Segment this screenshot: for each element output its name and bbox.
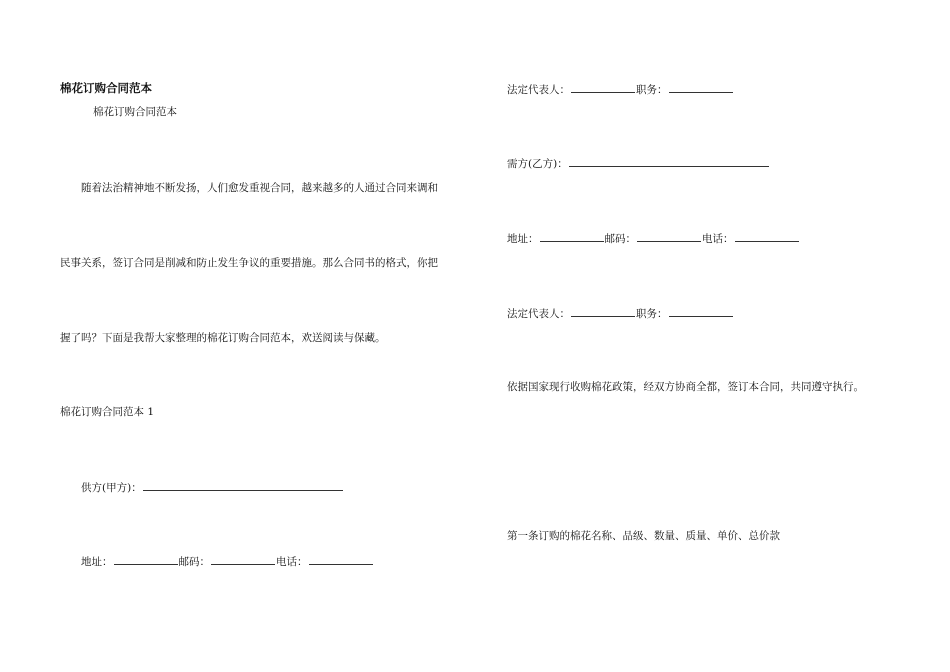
address-blank (114, 554, 178, 565)
postcode-blank (637, 231, 701, 242)
supplier-blank (143, 480, 343, 491)
address-blank (540, 231, 604, 242)
sample-heading: 棉花订购合同范本 1 (60, 406, 155, 418)
intro-line-3: 握了吗？下面是我帮大家整理的棉花订购合同范本，欢送阅读与保藏。 (60, 332, 386, 344)
position-blank (669, 306, 733, 317)
postcode-label: 邮码： (604, 233, 636, 245)
intro-line-1: 随着法治精神地不断发扬，人们愈发重视合同，越来越多的人通过合同来调和 (81, 182, 438, 194)
supplier-legal-rep-line (507, 82, 734, 97)
postcode-label: 邮码： (178, 556, 210, 568)
position-blank (669, 82, 733, 93)
position-label: 职务： (636, 84, 668, 96)
buyer-line (507, 156, 770, 171)
legal-rep-blank (571, 82, 635, 93)
legal-rep-label: 法定代表人： (507, 84, 570, 96)
phone-label: 电话： (276, 556, 308, 568)
position-label: 职务： (636, 308, 668, 320)
phone-blank (309, 554, 373, 565)
buyer-address-line (507, 231, 800, 246)
basis-text: 依据国家现行收购棉花政策，经双方协商全都，签订本合同，共同遵守执行。 (507, 381, 864, 393)
supplier-address-line (81, 554, 374, 569)
phone-label: 电话： (702, 233, 734, 245)
legal-rep-blank (571, 306, 635, 317)
buyer-label: 需方(乙方)： (507, 158, 568, 170)
buyer-legal-rep-line (507, 306, 734, 321)
address-label: 地址： (507, 233, 539, 245)
document-subtitle: 棉花订购合同范本 (93, 106, 177, 118)
postcode-blank (211, 554, 275, 565)
phone-blank (735, 231, 799, 242)
article-one: 第一条订购的棉花名称、品级、数量、质量、单价、总价款 (507, 530, 780, 542)
address-label: 地址： (81, 556, 113, 568)
supplier-label: 供方(甲方)： (81, 482, 142, 494)
legal-rep-label: 法定代表人： (507, 308, 570, 320)
document-title: 棉花订购合同范本 (60, 81, 152, 95)
buyer-blank (569, 156, 769, 167)
supplier-line (81, 480, 344, 495)
intro-line-2: 民事关系，签订合同是削减和防止发生争议的重要措施。那么合同书的格式，你把 (60, 257, 438, 269)
